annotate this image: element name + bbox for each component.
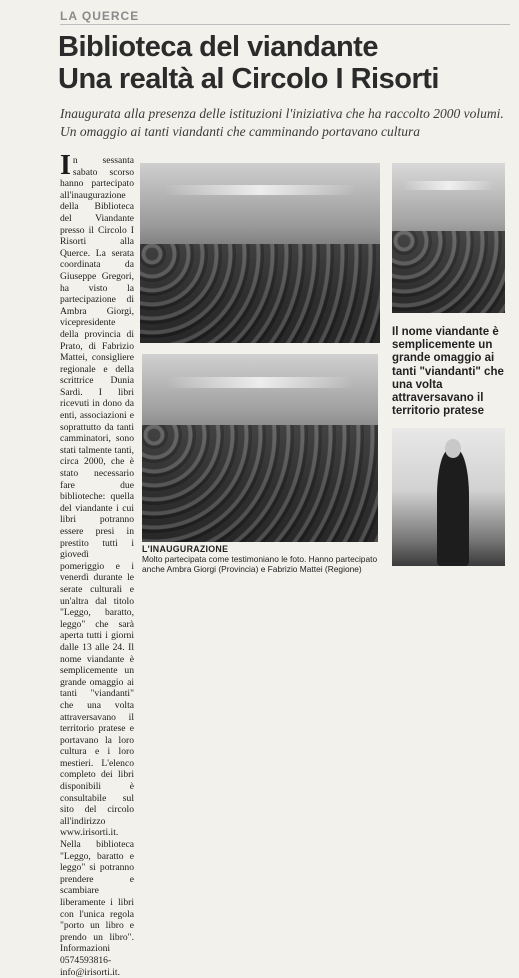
subheadline: Inaugurata alla presenza delle istituzioni l'iniziativa che ha raccolto 2000 volumi. Un omaggio ai tanti viandanti che camminando portavano cultura	[60, 106, 504, 139]
audience-rows	[142, 425, 378, 542]
section-rule	[60, 24, 510, 25]
drop-cap: I	[60, 150, 71, 181]
speaker-figure	[437, 449, 469, 566]
seated-audience	[140, 244, 380, 343]
caption-title: L'INAUGURAZIONE	[142, 544, 229, 554]
audience-side	[392, 231, 505, 314]
headline-line-2: Una realtà al Circolo I Risorti	[58, 63, 439, 95]
section-label: LA QUERCE	[60, 9, 140, 23]
photo-speaker-portrait	[392, 428, 505, 566]
pull-quote: Il nome viandante è semplicemente un grande omaggio ai tanti "viandanti" che una volta attraversavano il territorio pratese	[392, 326, 504, 418]
article-text: n sessanta sabato scorso hanno partecipato all'inaugurazione della Biblioteca del Viandante presso il Circolo I Risorti alla Querce. La serata coordinata da Giuseppe Gregori, ha visto la partecipazione di Ambra Giorgi, vicepresidente della provincia di Prato, di Fabrizio Mattei, consigliere regionale e della scrittrice Dunia Sardi. I libri ricevuti in dono da enti, associazioni e soprattutto da tanti camminatori, sono stati talmente tanti, circa 2000, che è stato necessario fare due biblioteche: quella del viandante i cui libri potranno essere presi in prestito tutti i giovedì pomeriggio e i venerdì durante le serate culturali e un'altra dal titolo "Leggo, baratto, leggo" che sarà aperta tutti i giorni dalle 13 alle 24. Il nome viandante è semplicemente un grande omaggio ai tanti "viandanti" che una volta attraversavano il territorio pratese e portavano la loro cultura e i loro mestieri. L'elenco completo dei libri disponibili è consultabile sul sito del circolo all'indirizzo www.irisorti.it. Nella biblioteca "Leggo, baratto e leggo" si potranno prendere e scambiare liberamente i libri con l'unica regola "porto un libro e prendo un libro". Informazioni 0574593816- info@irisorti.it.	[60, 155, 134, 978]
caption-text: Molto partecipata come testimoniano le foto. Hanno partecipato anche Ambra Giorgi (Provincia) e Fabrizio Mattei (Regione)	[142, 554, 378, 574]
photo-caption	[142, 544, 382, 574]
photo-speaker-side	[392, 163, 505, 313]
headline-line-1: Biblioteca del viandante	[58, 31, 378, 63]
ceiling-light	[403, 181, 493, 190]
ceiling-light	[166, 377, 355, 388]
photo-audience-rows	[142, 354, 378, 542]
ceiling-light	[164, 185, 356, 196]
photo-audience-hall	[140, 163, 380, 343]
article-body	[60, 150, 134, 978]
